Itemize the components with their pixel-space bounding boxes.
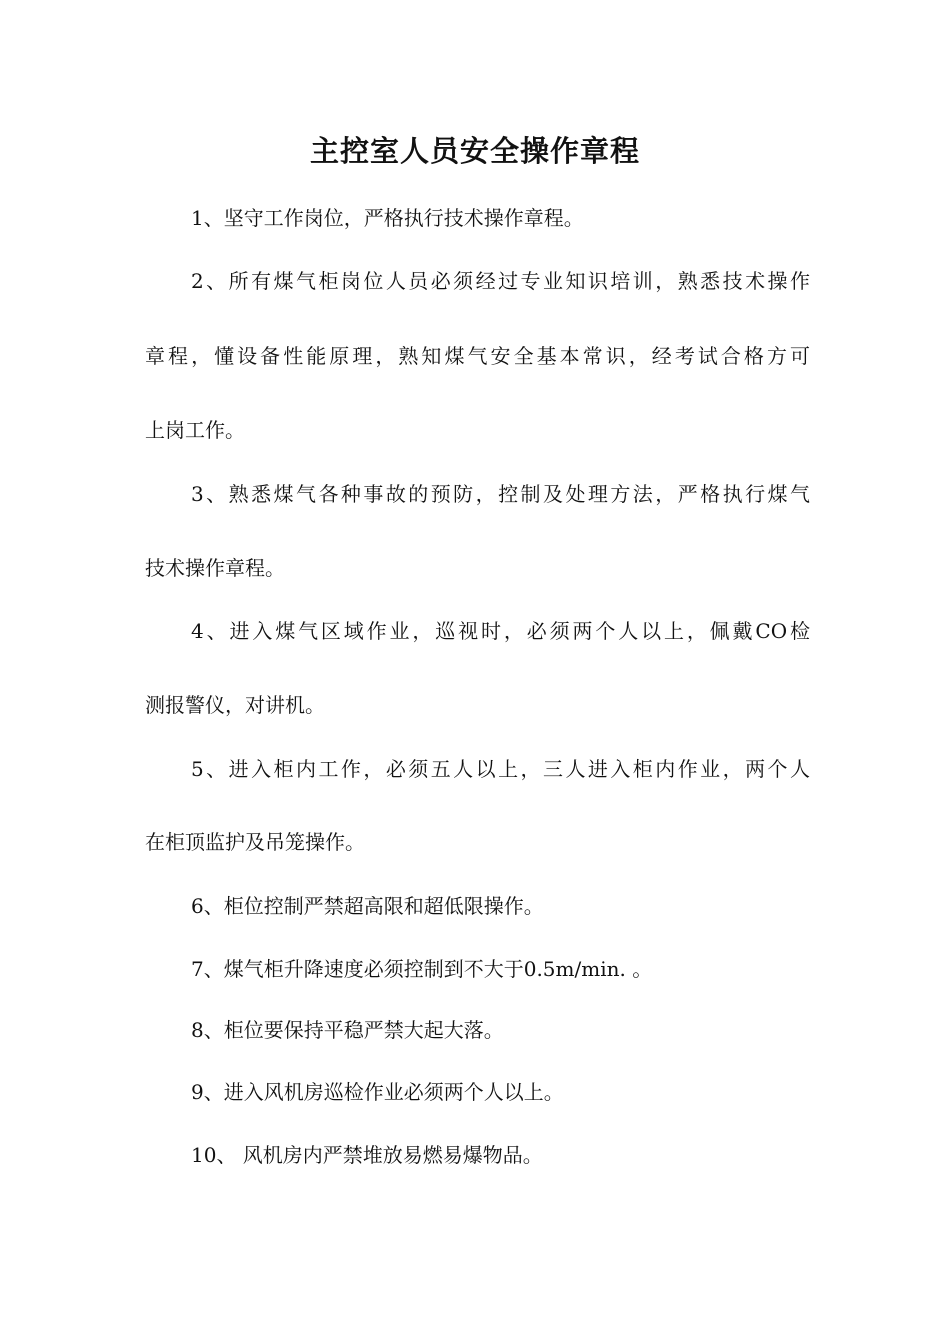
rule-2-line-2: 章程，懂设备性能原理，熟知煤气安全基本常识，经考试合格方可 bbox=[145, 344, 810, 368]
rule-3-line-1: 3、熟悉煤气各种事故的预防，控制及处理方法，严格执行煤气 bbox=[191, 482, 810, 506]
rule-6-line-1: 6、柜位控制严禁超高限和超低限操作。 bbox=[191, 894, 544, 918]
rule-9-line-1: 9、进入风机房巡检作业必须两个人以上。 bbox=[191, 1080, 564, 1104]
rule-4-line-2: 测报警仪，对讲机。 bbox=[145, 693, 325, 717]
rule-5-line-2: 在柜顶监护及吊笼操作。 bbox=[145, 830, 365, 854]
rule-3-line-2: 技术操作章程。 bbox=[145, 556, 285, 580]
rule-4-line-1: 4、进入煤气区域作业，巡视时，必须两个人以上，佩戴CO检 bbox=[191, 619, 810, 643]
rule-8-line-1: 8、柜位要保持平稳严禁大起大落。 bbox=[191, 1018, 504, 1042]
rule-7-line-1: 7、煤气柜升降速度必须控制到不大于0.5m/min. 。 bbox=[191, 957, 653, 981]
rule-10-line-1: 10、 风机房内严禁堆放易燃易爆物品。 bbox=[191, 1143, 543, 1167]
rule-5-line-1: 5、进入柜内工作，必须五人以上，三人进入柜内作业，两个人 bbox=[191, 757, 810, 781]
page-title: 主控室人员安全操作章程 bbox=[309, 134, 640, 168]
rule-2-line-3: 上岗工作。 bbox=[145, 418, 245, 442]
rule-2-line-1: 2、所有煤气柜岗位人员必须经过专业知识培训，熟悉技术操作 bbox=[191, 269, 810, 293]
rule-1-line-1: 1、坚守工作岗位，严格执行技术操作章程。 bbox=[191, 206, 584, 230]
